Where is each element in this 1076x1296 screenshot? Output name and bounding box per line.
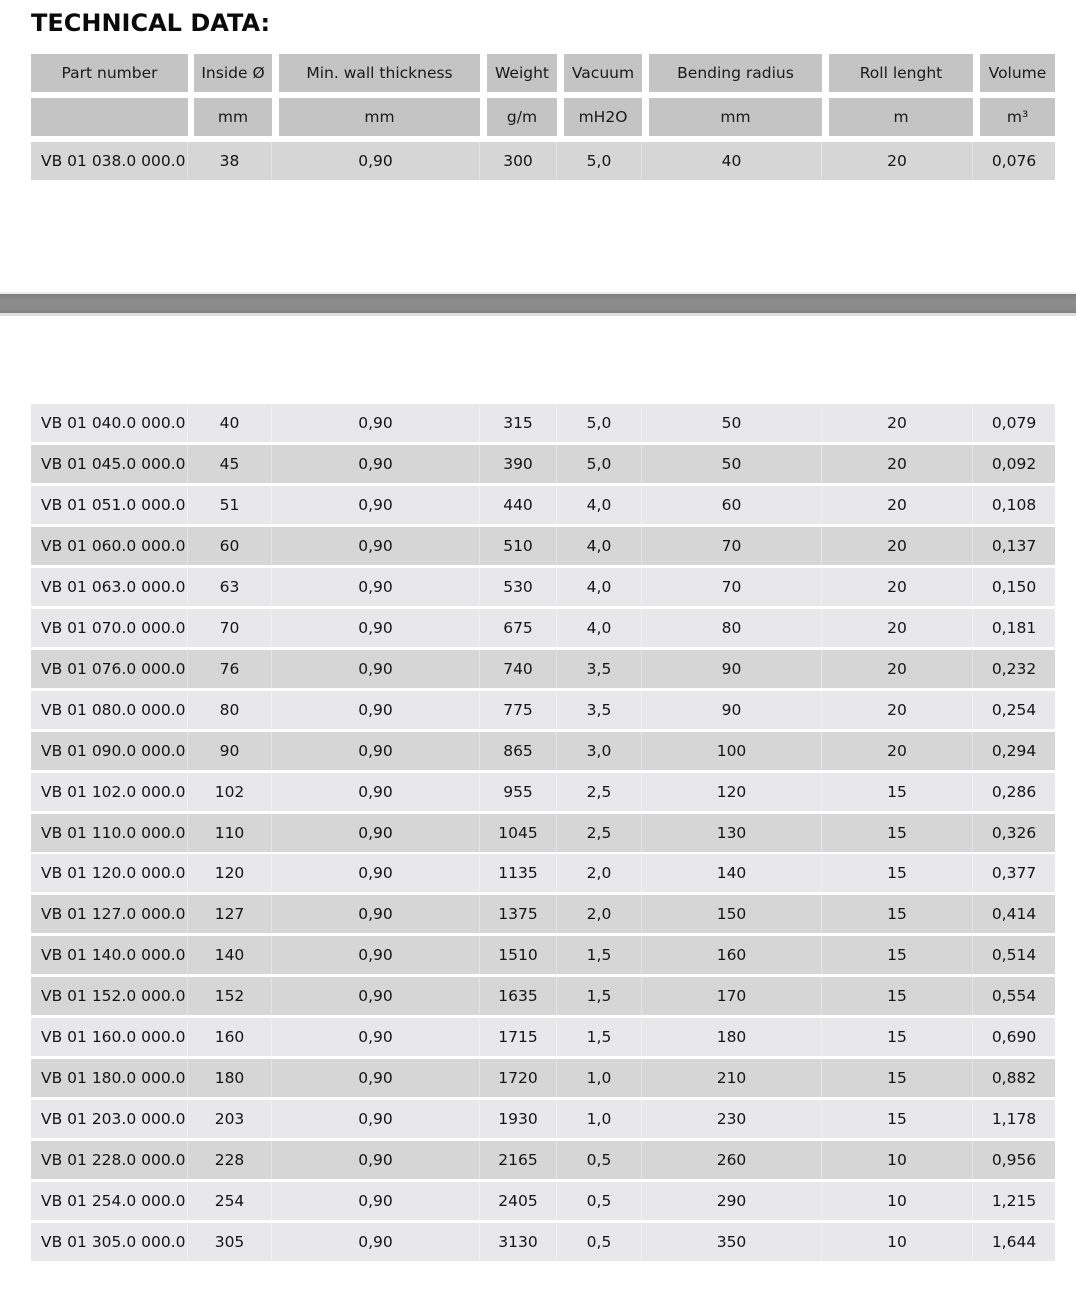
table-row <box>31 936 1055 974</box>
table-row <box>31 1182 1055 1220</box>
cell-volume: 0,076 <box>991 152 1037 170</box>
cell-inside-diameter: 110 <box>188 814 272 852</box>
unit-vacuum: mH2O <box>564 98 642 136</box>
cell-min-wall-thickness: 0,90 <box>272 445 480 483</box>
table-row <box>31 977 1055 1015</box>
cell-part-number: VB 01 051.0 000.0 <box>31 486 188 524</box>
cell-roll-length: 20 <box>822 527 973 565</box>
cell-part-number: VB 01 228.0 000.0 <box>31 1141 188 1179</box>
table-row <box>31 732 1055 770</box>
cell-part-number: VB 01 045.0 000.0 <box>31 445 188 483</box>
cell-weight: 315 <box>480 404 557 442</box>
cell-bending-radius: 40 <box>642 142 822 180</box>
cell-vacuum: 5,0 <box>557 445 642 483</box>
unit-bending-radius: mm <box>649 98 822 136</box>
cell-volume: 0,092 <box>991 454 1037 473</box>
cell-min-wall-thickness: 0,90 <box>272 773 480 811</box>
header-part-number: Part number <box>31 54 188 92</box>
cell-vacuum: 0,5 <box>557 1141 642 1179</box>
cell-volume: 1,644 <box>991 1233 1037 1251</box>
cell-vacuum: 5,0 <box>557 142 642 180</box>
header-vacuum: Vacuum <box>564 54 642 92</box>
divider-edge <box>0 313 1076 316</box>
cell-min-wall-thickness: 0,90 <box>272 1059 480 1097</box>
table-row <box>31 609 1055 647</box>
divider-band <box>0 294 1076 313</box>
cell-weight: 775 <box>480 691 557 729</box>
cell-inside-diameter: 102 <box>188 773 272 811</box>
cell-min-wall-thickness: 0,90 <box>272 1018 480 1056</box>
cell-bending-radius: 50 <box>642 404 822 442</box>
cell-roll-length: 15 <box>822 1100 973 1138</box>
cell-vacuum: 0,5 <box>557 1223 642 1261</box>
cell-vacuum: 3,5 <box>557 691 642 729</box>
cell-min-wall-thickness: 0,90 <box>272 691 480 729</box>
cell-weight: 1375 <box>480 895 557 933</box>
cell-roll-length: 20 <box>822 568 973 606</box>
cell-bending-radius: 290 <box>642 1182 822 1220</box>
cell-vacuum: 5,0 <box>557 404 642 442</box>
cell-volume: 0,956 <box>991 1151 1037 1170</box>
cell-roll-length: 15 <box>822 854 973 892</box>
cell-inside-diameter: 152 <box>188 977 272 1015</box>
table-row <box>31 445 1055 483</box>
header-roll-length: Roll lenght <box>829 54 973 92</box>
header-inside-diameter: Inside Ø <box>194 54 272 92</box>
cell-volume: 0,326 <box>991 823 1037 842</box>
header-row-units <box>31 98 1055 136</box>
cell-inside-diameter: 38 <box>188 142 272 180</box>
cell-volume: 0,294 <box>991 741 1037 760</box>
cell-roll-length: 20 <box>822 691 973 729</box>
cell-volume: 0,232 <box>991 659 1037 678</box>
table-row <box>31 773 1055 811</box>
cell-bending-radius: 180 <box>642 1018 822 1056</box>
cell-part-number: VB 01 140.0 000.0 <box>31 936 188 974</box>
cell-inside-diameter: 63 <box>188 568 272 606</box>
cell-vacuum: 2,5 <box>557 814 642 852</box>
cell-part-number: VB 01 305.0 000.0 <box>31 1223 188 1261</box>
cell-inside-diameter: 60 <box>188 527 272 565</box>
cell-part-number: VB 01 070.0 000.0 <box>31 609 188 647</box>
cell-volume: 0,181 <box>991 618 1037 637</box>
cell-inside-diameter: 76 <box>188 650 272 688</box>
cell-bending-radius: 90 <box>642 691 822 729</box>
cell-min-wall-thickness: 0,90 <box>272 650 480 688</box>
cell-weight: 390 <box>480 445 557 483</box>
table-row <box>31 814 1055 852</box>
cell-volume: 0,108 <box>991 495 1037 514</box>
page-divider <box>0 292 1076 316</box>
cell-weight: 3130 <box>480 1223 557 1261</box>
cell-vacuum: 0,5 <box>557 1182 642 1220</box>
table-row <box>31 568 1055 606</box>
table-row <box>31 854 1055 892</box>
cell-part-number: VB 01 038.0 000.0 <box>31 142 188 180</box>
cell-roll-length: 10 <box>822 1141 973 1179</box>
cell-vacuum: 2,0 <box>557 895 642 933</box>
cell-bending-radius: 130 <box>642 814 822 852</box>
cell-inside-diameter: 120 <box>188 854 272 892</box>
unit-part-number <box>31 98 188 136</box>
table-row <box>31 691 1055 729</box>
cell-roll-length: 20 <box>822 445 973 483</box>
cell-part-number: VB 01 203.0 000.0 <box>31 1100 188 1138</box>
cell-min-wall-thickness: 0,90 <box>272 609 480 647</box>
cell-weight: 1045 <box>480 814 557 852</box>
cell-volume: 0,286 <box>991 782 1037 801</box>
table-row <box>31 1059 1055 1097</box>
cell-vacuum: 1,0 <box>557 1100 642 1138</box>
cell-roll-length: 15 <box>822 773 973 811</box>
cell-vacuum: 4,0 <box>557 486 642 524</box>
table-row <box>31 895 1055 933</box>
cell-volume: 0,150 <box>991 577 1037 596</box>
cell-bending-radius: 70 <box>642 568 822 606</box>
cell-bending-radius: 170 <box>642 977 822 1015</box>
table-row <box>31 1018 1055 1056</box>
cell-volume: 0,377 <box>991 864 1037 883</box>
cell-min-wall-thickness: 0,90 <box>272 142 480 180</box>
cell-weight: 2165 <box>480 1141 557 1179</box>
cell-weight: 510 <box>480 527 557 565</box>
cell-weight: 2405 <box>480 1182 557 1220</box>
cell-min-wall-thickness: 0,90 <box>272 977 480 1015</box>
cell-inside-diameter: 90 <box>188 732 272 770</box>
cell-bending-radius: 140 <box>642 854 822 892</box>
cell-min-wall-thickness: 0,90 <box>272 1182 480 1220</box>
cell-weight: 1635 <box>480 977 557 1015</box>
cell-part-number: VB 01 090.0 000.0 <box>31 732 188 770</box>
table-row <box>31 527 1055 565</box>
unit-roll-length: m <box>829 98 973 136</box>
cell-vacuum: 2,5 <box>557 773 642 811</box>
table-row <box>31 404 1055 442</box>
cell-bending-radius: 210 <box>642 1059 822 1097</box>
page-title: TECHNICAL DATA: <box>31 9 271 37</box>
cell-part-number: VB 01 102.0 000.0 <box>31 773 188 811</box>
unit-inside-diameter: mm <box>194 98 272 136</box>
cell-volume: 0,254 <box>991 700 1037 719</box>
cell-bending-radius: 70 <box>642 527 822 565</box>
cell-weight: 1510 <box>480 936 557 974</box>
table-row <box>31 650 1055 688</box>
cell-weight: 1930 <box>480 1100 557 1138</box>
cell-bending-radius: 260 <box>642 1141 822 1179</box>
cell-inside-diameter: 180 <box>188 1059 272 1097</box>
cell-roll-length: 15 <box>822 1018 973 1056</box>
cell-vacuum: 1,5 <box>557 936 642 974</box>
cell-weight: 955 <box>480 773 557 811</box>
cell-roll-length: 15 <box>822 977 973 1015</box>
table-row <box>31 486 1055 524</box>
cell-roll-length: 20 <box>822 486 973 524</box>
cell-roll-length: 20 <box>822 732 973 770</box>
cell-weight: 740 <box>480 650 557 688</box>
cell-roll-length: 20 <box>822 609 973 647</box>
cell-part-number: VB 01 063.0 000.0 <box>31 568 188 606</box>
cell-roll-length: 15 <box>822 895 973 933</box>
cell-vacuum: 1,0 <box>557 1059 642 1097</box>
cell-volume: 0,414 <box>991 905 1037 924</box>
cell-roll-length: 20 <box>822 404 973 442</box>
cell-vacuum: 3,5 <box>557 650 642 688</box>
cell-roll-length: 15 <box>822 1059 973 1097</box>
cell-bending-radius: 100 <box>642 732 822 770</box>
cell-part-number: VB 01 160.0 000.0 <box>31 1018 188 1056</box>
cell-min-wall-thickness: 0,90 <box>272 1100 480 1138</box>
cell-inside-diameter: 160 <box>188 1018 272 1056</box>
cell-volume: 0,079 <box>991 414 1037 432</box>
cell-roll-length: 15 <box>822 936 973 974</box>
cell-bending-radius: 80 <box>642 609 822 647</box>
cell-weight: 865 <box>480 732 557 770</box>
cell-part-number: VB 01 127.0 000.0 <box>31 895 188 933</box>
cell-min-wall-thickness: 0,90 <box>272 404 480 442</box>
cell-roll-length: 10 <box>822 1182 973 1220</box>
cell-min-wall-thickness: 0,90 <box>272 527 480 565</box>
cell-part-number: VB 01 152.0 000.0 <box>31 977 188 1015</box>
cell-roll-length: 10 <box>822 1223 973 1261</box>
cell-roll-length: 20 <box>822 142 973 180</box>
cell-part-number: VB 01 254.0 000.0 <box>31 1182 188 1220</box>
cell-min-wall-thickness: 0,90 <box>272 486 480 524</box>
cell-vacuum: 4,0 <box>557 609 642 647</box>
cell-vacuum: 4,0 <box>557 568 642 606</box>
cell-inside-diameter: 228 <box>188 1141 272 1179</box>
cell-part-number: VB 01 120.0 000.0 <box>31 854 188 892</box>
cell-min-wall-thickness: 0,90 <box>272 1223 480 1261</box>
cell-inside-diameter: 70 <box>188 609 272 647</box>
cell-weight: 1720 <box>480 1059 557 1097</box>
cell-part-number: VB 01 110.0 000.0 <box>31 814 188 852</box>
cell-volume: 0,554 <box>991 987 1037 1006</box>
header-min-wall-thickness: Min. wall thickness <box>279 54 480 92</box>
cell-bending-radius: 60 <box>642 486 822 524</box>
cell-inside-diameter: 80 <box>188 691 272 729</box>
cell-weight: 1135 <box>480 854 557 892</box>
cell-part-number: VB 01 180.0 000.0 <box>31 1059 188 1097</box>
cell-inside-diameter: 45 <box>188 445 272 483</box>
header-bending-radius: Bending radius <box>649 54 822 92</box>
cell-volume: 0,690 <box>991 1028 1037 1047</box>
cell-inside-diameter: 127 <box>188 895 272 933</box>
cell-weight: 530 <box>480 568 557 606</box>
cell-min-wall-thickness: 0,90 <box>272 936 480 974</box>
cell-weight: 675 <box>480 609 557 647</box>
cell-vacuum: 1,5 <box>557 1018 642 1056</box>
table-row <box>31 1223 1055 1261</box>
cell-volume: 1,215 <box>991 1192 1037 1211</box>
cell-part-number: VB 01 080.0 000.0 <box>31 691 188 729</box>
cell-volume: 1,178 <box>991 1110 1037 1129</box>
cell-bending-radius: 160 <box>642 936 822 974</box>
cell-inside-diameter: 51 <box>188 486 272 524</box>
cell-part-number: VB 01 060.0 000.0 <box>31 527 188 565</box>
cell-bending-radius: 150 <box>642 895 822 933</box>
cell-min-wall-thickness: 0,90 <box>272 732 480 770</box>
cell-bending-radius: 50 <box>642 445 822 483</box>
cell-inside-diameter: 40 <box>188 404 272 442</box>
cell-min-wall-thickness: 0,90 <box>272 568 480 606</box>
table-row <box>31 142 1055 180</box>
table-row <box>31 1141 1055 1179</box>
cell-roll-length: 15 <box>822 814 973 852</box>
cell-inside-diameter: 254 <box>188 1182 272 1220</box>
unit-min-wall-thickness: mm <box>279 98 480 136</box>
cell-part-number: VB 01 040.0 000.0 <box>31 404 188 442</box>
cell-vacuum: 1,5 <box>557 977 642 1015</box>
cell-volume: 0,514 <box>991 946 1037 965</box>
cell-bending-radius: 120 <box>642 773 822 811</box>
cell-inside-diameter: 305 <box>188 1223 272 1261</box>
header-volume: Volume <box>980 54 1055 92</box>
cell-vacuum: 2,0 <box>557 854 642 892</box>
cell-bending-radius: 350 <box>642 1223 822 1261</box>
unit-weight: g/m <box>487 98 557 136</box>
cell-weight: 300 <box>480 142 557 180</box>
cell-roll-length: 20 <box>822 650 973 688</box>
header-row-labels <box>31 54 1055 92</box>
header-weight: Weight <box>487 54 557 92</box>
cell-min-wall-thickness: 0,90 <box>272 895 480 933</box>
cell-inside-diameter: 140 <box>188 936 272 974</box>
cell-vacuum: 3,0 <box>557 732 642 770</box>
cell-weight: 1715 <box>480 1018 557 1056</box>
cell-min-wall-thickness: 0,90 <box>272 1141 480 1179</box>
unit-volume: m³ <box>980 98 1055 136</box>
cell-vacuum: 4,0 <box>557 527 642 565</box>
cell-inside-diameter: 203 <box>188 1100 272 1138</box>
cell-volume: 0,882 <box>991 1069 1037 1088</box>
cell-volume: 0,137 <box>991 536 1037 555</box>
cell-min-wall-thickness: 0,90 <box>272 854 480 892</box>
cell-bending-radius: 90 <box>642 650 822 688</box>
cell-part-number: VB 01 076.0 000.0 <box>31 650 188 688</box>
cell-min-wall-thickness: 0,90 <box>272 814 480 852</box>
cell-bending-radius: 230 <box>642 1100 822 1138</box>
cell-weight: 440 <box>480 486 557 524</box>
table-row <box>31 1100 1055 1138</box>
